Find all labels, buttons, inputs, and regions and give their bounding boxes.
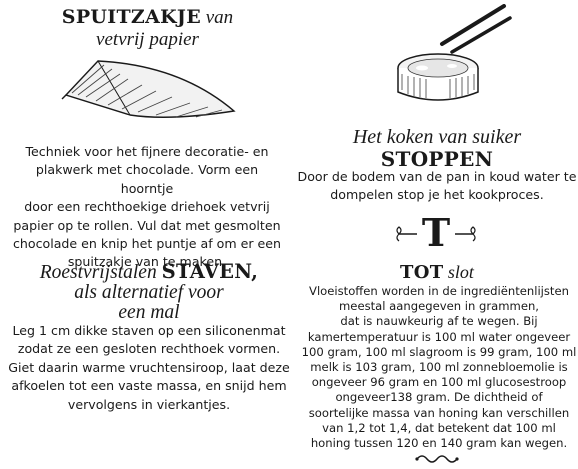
staven-subtitle-2: een mal [118, 302, 180, 323]
tot-line: ongeveer 96 gram en 100 ml glucosestroop [311, 375, 567, 390]
suiker-body [296, 168, 578, 205]
tot-line: kamertemperatuur is 100 ml water ongeveer [307, 329, 571, 344]
tot-line: honing tussen 120 en 140 gram kan wegen. [310, 436, 568, 451]
suiker-line: Door de bodem van de pan in koud water te [297, 169, 577, 184]
tot-slot-body [298, 284, 578, 451]
saucepan-illustration [392, 4, 512, 116]
suiker-title-bold: STOPPEN [380, 147, 494, 171]
spuitzakje-line: door een rechthoekige driehoek vetvrij [24, 199, 270, 215]
tot-line: Vloeistoffen worden in de ingrediëntenlijsten [309, 284, 569, 298]
spuitzakje-title-italic: van [205, 7, 234, 28]
staven-line: Giet daarin warme vruchtensiroop, laat deze [8, 359, 290, 375]
staven-subtitle-1: als alternatief voor [74, 282, 224, 303]
spuitzakje-line: chocolade en knip het puntje af om er een [12, 236, 282, 252]
tot-title-bold: TOT [400, 262, 444, 283]
staven-body [4, 322, 294, 414]
staven-title [6, 262, 292, 323]
tot-line: van 1,2 tot 1,4, dat betekent dat 100 ml [322, 420, 556, 435]
tot-line: soortelijke massa van honing kan verschillen [308, 405, 570, 420]
spuitzakje-title-bold: SPUITZAKJE [61, 6, 201, 28]
spuitzakje-line: plakwerk met chocolade. Vorm een hoorntje [35, 162, 259, 196]
tot-line: ongeveer138 gram. De dichtheid of [335, 390, 543, 405]
spuitzakje-line: papier op te rollen. Vul dat met gesmolten [13, 217, 281, 233]
tot-line: meestal aangegeven in grammen, [339, 299, 539, 314]
ornament-letter: T [421, 210, 451, 255]
spuitzakje-subtitle: vetvrij papier [96, 29, 199, 50]
tot-line: 100 gram, 100 ml slagroom is 99 gram, 100 ml [301, 344, 577, 359]
staven-title-bold: STAVEN, [161, 260, 259, 283]
spuitzakje-title [20, 6, 275, 51]
suiker-line: dompelen stop je het kookproces. [330, 187, 544, 203]
spuitzakje-line: Techniek voor het fijnere decoratie- en [25, 144, 269, 159]
suiker-title-italic: Het koken van suiker [352, 126, 522, 148]
tot-line: dat is nauwkeurig af te wegen. Bij [340, 314, 538, 329]
suiker-title [296, 126, 578, 171]
spuitzakje-body [12, 143, 282, 272]
t-ornament [385, 210, 487, 256]
staven-line: Leg 1 cm dikke staven op een siliconenmat [12, 323, 286, 338]
tot-slot-title [296, 262, 578, 283]
staven-line: afkoelen tot een vaste massa, en snijd hem [11, 378, 287, 394]
staven-line: zodat ze een gesloten rechthoek vormen. [17, 341, 281, 357]
spuitzakje-line: spuitzakje van te maken. [67, 254, 227, 270]
piping-bag-illustration [60, 55, 240, 125]
staven-line: vervolgens in vierkantjes. [67, 396, 231, 412]
end-flourish-icon [414, 452, 460, 466]
tot-title-italic: slot [447, 262, 474, 282]
staven-title-italic: Roestvrijstalen [39, 262, 157, 283]
tot-line: melk is 103 gram, 100 ml zonnebloemolie is [310, 360, 568, 375]
